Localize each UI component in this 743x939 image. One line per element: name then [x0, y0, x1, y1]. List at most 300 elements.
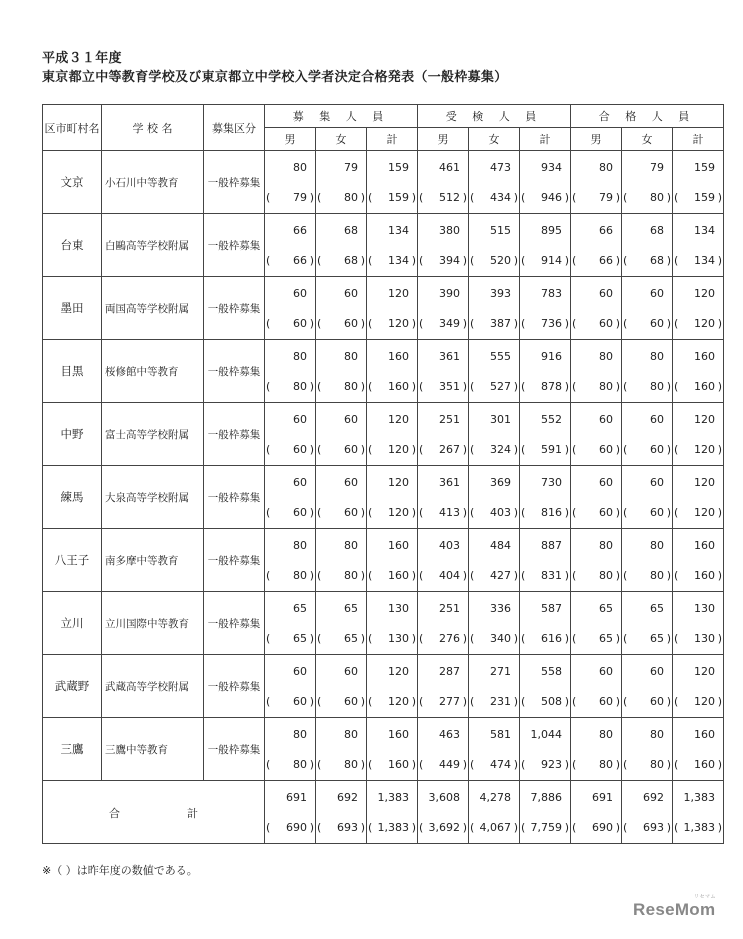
previous-value [571, 695, 621, 709]
previous-value [418, 317, 468, 331]
header-passed-total: 計 [673, 128, 724, 151]
previous-value [469, 380, 519, 394]
previous-number: 80 [599, 569, 613, 582]
previous-value [367, 443, 417, 457]
paren-open: ( [521, 191, 526, 204]
paren-close: ) [513, 506, 518, 519]
paren-open: ( [521, 821, 526, 834]
value-cell [673, 466, 724, 529]
paren-open: ( [674, 821, 679, 834]
value-cell [367, 340, 418, 403]
previous-number: 693 [643, 821, 664, 834]
paren-open: ( [368, 758, 373, 771]
previous-number: 134 [388, 254, 409, 267]
value-cell [265, 718, 316, 781]
previous-value [367, 380, 417, 394]
previous-value [367, 569, 417, 583]
previous-number: 80 [650, 569, 664, 582]
paren-open: ( [266, 443, 271, 456]
paren-open: ( [572, 254, 577, 267]
previous-value [520, 569, 570, 583]
value-cell [367, 151, 418, 214]
paren-close: ) [360, 506, 365, 519]
previous-value [469, 191, 519, 205]
previous-number: 80 [344, 569, 358, 582]
value-cell [469, 529, 520, 592]
paren-open: ( [572, 758, 577, 771]
value-cell [418, 592, 469, 655]
paren-close: ) [666, 506, 671, 519]
results-table [42, 104, 724, 844]
current-value: 692 [643, 791, 664, 804]
current-value: 80 [599, 728, 613, 741]
category: 一般枠募集 [204, 214, 265, 277]
paren-close: ) [666, 821, 671, 834]
paren-open: ( [521, 569, 526, 582]
paren-open: ( [368, 695, 373, 708]
category: 一般枠募集 [204, 655, 265, 718]
total-label-a: 合 [109, 807, 120, 820]
header-applicants: 受 検 人 員 [418, 105, 571, 128]
previous-value [265, 380, 315, 394]
paren-open: ( [623, 443, 628, 456]
current-value: 301 [490, 413, 511, 426]
value-cell [622, 718, 673, 781]
previous-value [673, 380, 723, 394]
paren-open: ( [266, 317, 271, 330]
header-ward: 区市町村名 [43, 105, 102, 151]
previous-value [571, 569, 621, 583]
current-value: 80 [650, 350, 664, 363]
paren-close: ) [462, 695, 467, 708]
previous-number: 79 [293, 191, 307, 204]
value-cell [316, 718, 367, 781]
paren-open: ( [674, 380, 679, 393]
value-cell [367, 403, 418, 466]
previous-number: 878 [541, 380, 562, 393]
paren-close: ) [615, 569, 620, 582]
previous-value [265, 506, 315, 520]
paren-open: ( [623, 758, 628, 771]
paren-close: ) [309, 191, 314, 204]
resemom-logo: ReseMom [633, 900, 716, 919]
paren-open: ( [623, 317, 628, 330]
current-value: 80 [293, 161, 307, 174]
current-value: 581 [490, 728, 511, 741]
paren-close: ) [309, 443, 314, 456]
paren-close: ) [411, 569, 416, 582]
value-cell [265, 592, 316, 655]
paren-close: ) [564, 821, 569, 834]
category: 一般枠募集 [204, 151, 265, 214]
ward-name: 武蔵野 [43, 655, 102, 718]
paren-open: ( [266, 191, 271, 204]
ward-name: 文京 [43, 151, 102, 214]
previous-value [265, 443, 315, 457]
paren-close: ) [666, 443, 671, 456]
paren-open: ( [674, 695, 679, 708]
paren-open: ( [521, 506, 526, 519]
current-value: 60 [650, 413, 664, 426]
previous-number: 120 [694, 506, 715, 519]
paren-close: ) [666, 758, 671, 771]
current-value: 68 [344, 224, 358, 237]
value-cell [469, 403, 520, 466]
previous-value [367, 632, 417, 646]
previous-number: 340 [490, 632, 511, 645]
current-value: 60 [344, 476, 358, 489]
paren-open: ( [572, 317, 577, 330]
previous-number: 130 [694, 632, 715, 645]
previous-number: 80 [599, 380, 613, 393]
previous-number: 413 [439, 506, 460, 519]
previous-value [265, 254, 315, 268]
paren-close: ) [564, 317, 569, 330]
value-cell [469, 277, 520, 340]
paren-open: ( [521, 443, 526, 456]
current-value: 3,608 [428, 791, 460, 804]
paren-open: ( [674, 569, 679, 582]
table-row [43, 718, 724, 781]
previous-value [316, 821, 366, 835]
current-value: 380 [439, 224, 460, 237]
paren-close: ) [462, 632, 467, 645]
previous-number: 159 [388, 191, 409, 204]
header-passed-female: 女 [622, 128, 673, 151]
paren-close: ) [513, 758, 518, 771]
previous-number: 79 [599, 191, 613, 204]
table-row [43, 592, 724, 655]
previous-number: 60 [599, 443, 613, 456]
previous-value [265, 191, 315, 205]
previous-number: 349 [439, 317, 460, 330]
current-value: 555 [490, 350, 511, 363]
paren-open: ( [419, 506, 424, 519]
previous-value [367, 191, 417, 205]
previous-number: 160 [388, 758, 409, 771]
previous-value [520, 443, 570, 457]
previous-value [418, 695, 468, 709]
previous-value [418, 506, 468, 520]
value-cell [316, 340, 367, 403]
previous-value [469, 443, 519, 457]
previous-number: 60 [344, 317, 358, 330]
previous-value [571, 191, 621, 205]
value-cell [520, 655, 571, 718]
header-applicants-female: 女 [469, 128, 520, 151]
paren-close: ) [411, 317, 416, 330]
previous-value [316, 380, 366, 394]
header-applicants-total: 計 [520, 128, 571, 151]
previous-number: 474 [490, 758, 511, 771]
previous-value [520, 758, 570, 772]
paren-open: ( [572, 443, 577, 456]
current-value: 336 [490, 602, 511, 615]
previous-value [469, 506, 519, 520]
previous-number: 120 [388, 317, 409, 330]
previous-value [316, 695, 366, 709]
value-cell [622, 655, 673, 718]
paren-open: ( [623, 380, 628, 393]
paren-close: ) [360, 758, 365, 771]
value-cell [418, 655, 469, 718]
paren-open: ( [368, 506, 373, 519]
previous-value [520, 191, 570, 205]
paren-open: ( [317, 632, 322, 645]
previous-number: 80 [599, 758, 613, 771]
current-value: 80 [293, 539, 307, 552]
value-cell [520, 403, 571, 466]
previous-value [316, 569, 366, 583]
value-cell [673, 277, 724, 340]
header-recruit-female: 女 [316, 128, 367, 151]
paren-open: ( [317, 695, 322, 708]
current-value: 80 [599, 539, 613, 552]
current-value: 65 [650, 602, 664, 615]
previous-number: 690 [286, 821, 307, 834]
value-cell [571, 466, 622, 529]
paren-open: ( [521, 758, 526, 771]
current-value: 65 [344, 602, 358, 615]
value-cell [367, 277, 418, 340]
current-value: 887 [541, 539, 562, 552]
paren-close: ) [411, 632, 416, 645]
table-row [43, 466, 724, 529]
previous-value [520, 317, 570, 331]
paren-close: ) [717, 443, 722, 456]
value-cell [571, 781, 622, 844]
paren-open: ( [470, 821, 475, 834]
ward-name: 墨田 [43, 277, 102, 340]
paren-open: ( [368, 380, 373, 393]
current-value: 60 [599, 413, 613, 426]
value-cell [673, 214, 724, 277]
current-value: 60 [599, 665, 613, 678]
table-row [43, 655, 724, 718]
paren-close: ) [513, 695, 518, 708]
paren-close: ) [462, 443, 467, 456]
paren-close: ) [615, 254, 620, 267]
current-value: 80 [344, 350, 358, 363]
value-cell [418, 466, 469, 529]
paren-open: ( [419, 317, 424, 330]
value-cell [316, 592, 367, 655]
previous-value [622, 569, 672, 583]
ward-name: 八王子 [43, 529, 102, 592]
current-value: 361 [439, 476, 460, 489]
value-cell [265, 466, 316, 529]
paren-close: ) [411, 191, 416, 204]
previous-number: 60 [650, 443, 664, 456]
value-cell [673, 592, 724, 655]
previous-value [367, 695, 417, 709]
paren-close: ) [666, 695, 671, 708]
previous-value [469, 317, 519, 331]
value-cell [316, 403, 367, 466]
value-cell [469, 466, 520, 529]
value-cell [571, 592, 622, 655]
previous-value [571, 821, 621, 835]
previous-number: 60 [650, 506, 664, 519]
current-value: 7,886 [530, 791, 562, 804]
paren-open: ( [521, 317, 526, 330]
paren-open: ( [572, 569, 577, 582]
previous-value [622, 191, 672, 205]
value-cell [469, 214, 520, 277]
value-cell [571, 655, 622, 718]
paren-close: ) [513, 254, 518, 267]
current-value: 361 [439, 350, 460, 363]
current-value: 66 [599, 224, 613, 237]
paren-close: ) [309, 317, 314, 330]
previous-value [673, 758, 723, 772]
previous-value [673, 191, 723, 205]
current-value: 79 [344, 161, 358, 174]
value-cell [418, 277, 469, 340]
value-cell [418, 151, 469, 214]
previous-number: 60 [650, 695, 664, 708]
paren-close: ) [717, 506, 722, 519]
category: 一般枠募集 [204, 403, 265, 466]
value-cell [622, 277, 673, 340]
school-name: 桜修館中等教育 [102, 340, 204, 403]
value-cell [673, 151, 724, 214]
previous-value [673, 821, 723, 835]
previous-value [316, 254, 366, 268]
paren-open: ( [572, 191, 577, 204]
previous-value [673, 695, 723, 709]
paren-close: ) [564, 254, 569, 267]
paren-open: ( [623, 191, 628, 204]
paren-close: ) [564, 380, 569, 393]
current-value: 79 [650, 161, 664, 174]
previous-value [673, 632, 723, 646]
current-value: 66 [293, 224, 307, 237]
value-cell [673, 340, 724, 403]
value-cell [469, 781, 520, 844]
paren-open: ( [623, 254, 628, 267]
table-body [43, 151, 724, 844]
paren-open: ( [419, 254, 424, 267]
previous-value [469, 758, 519, 772]
paren-close: ) [666, 254, 671, 267]
previous-value [418, 254, 468, 268]
paren-open: ( [674, 443, 679, 456]
paren-open: ( [623, 632, 628, 645]
current-value: 4,278 [479, 791, 511, 804]
paren-close: ) [309, 758, 314, 771]
previous-number: 80 [650, 758, 664, 771]
paren-open: ( [674, 191, 679, 204]
paren-close: ) [717, 695, 722, 708]
value-cell [367, 718, 418, 781]
school-name: 富士高等学校附属 [102, 403, 204, 466]
paren-open: ( [470, 191, 475, 204]
paren-close: ) [309, 569, 314, 582]
paren-open: ( [419, 695, 424, 708]
previous-value [673, 254, 723, 268]
current-value: 80 [293, 350, 307, 363]
paren-close: ) [717, 317, 722, 330]
previous-value [316, 191, 366, 205]
paren-close: ) [615, 443, 620, 456]
current-value: 934 [541, 161, 562, 174]
previous-value [622, 695, 672, 709]
paren-open: ( [266, 632, 271, 645]
previous-number: 80 [650, 380, 664, 393]
previous-number: 160 [388, 569, 409, 582]
total-label [43, 781, 265, 844]
previous-number: 946 [541, 191, 562, 204]
current-value: 390 [439, 287, 460, 300]
paren-open: ( [419, 569, 424, 582]
school-name: 南多摩中等教育 [102, 529, 204, 592]
previous-number: 80 [344, 191, 358, 204]
previous-number: 736 [541, 317, 562, 330]
previous-value [418, 380, 468, 394]
paren-open: ( [368, 821, 373, 834]
value-cell [367, 592, 418, 655]
value-cell [571, 277, 622, 340]
current-value: 60 [650, 287, 664, 300]
paren-open: ( [266, 758, 271, 771]
paren-open: ( [623, 695, 628, 708]
header-recruit-male: 男 [265, 128, 316, 151]
paren-close: ) [513, 380, 518, 393]
category: 一般枠募集 [204, 592, 265, 655]
category: 一般枠募集 [204, 529, 265, 592]
previous-number: 160 [388, 380, 409, 393]
ward-name: 目黒 [43, 340, 102, 403]
paren-close: ) [717, 632, 722, 645]
paren-close: ) [666, 569, 671, 582]
value-cell [265, 781, 316, 844]
value-cell [265, 403, 316, 466]
current-value: 159 [694, 161, 715, 174]
paren-close: ) [309, 695, 314, 708]
current-value: 120 [388, 287, 409, 300]
previous-value [520, 821, 570, 835]
current-value: 80 [293, 728, 307, 741]
current-value: 120 [694, 665, 715, 678]
value-cell [520, 466, 571, 529]
previous-value [367, 317, 417, 331]
value-cell [622, 403, 673, 466]
current-value: 80 [650, 539, 664, 552]
paren-close: ) [411, 254, 416, 267]
previous-value [316, 443, 366, 457]
school-name: 武蔵高等学校附属 [102, 655, 204, 718]
paren-close: ) [717, 569, 722, 582]
previous-value [520, 695, 570, 709]
paren-open: ( [368, 632, 373, 645]
paren-close: ) [564, 758, 569, 771]
paren-close: ) [615, 380, 620, 393]
previous-number: 66 [293, 254, 307, 267]
previous-value [622, 821, 672, 835]
previous-value [520, 254, 570, 268]
paren-open: ( [470, 443, 475, 456]
value-cell [571, 718, 622, 781]
previous-number: 693 [337, 821, 358, 834]
paren-open: ( [470, 569, 475, 582]
previous-value [418, 569, 468, 583]
previous-value [367, 506, 417, 520]
school-name: 両国高等学校附属 [102, 277, 204, 340]
previous-value [418, 443, 468, 457]
paren-close: ) [462, 380, 467, 393]
value-cell [673, 529, 724, 592]
